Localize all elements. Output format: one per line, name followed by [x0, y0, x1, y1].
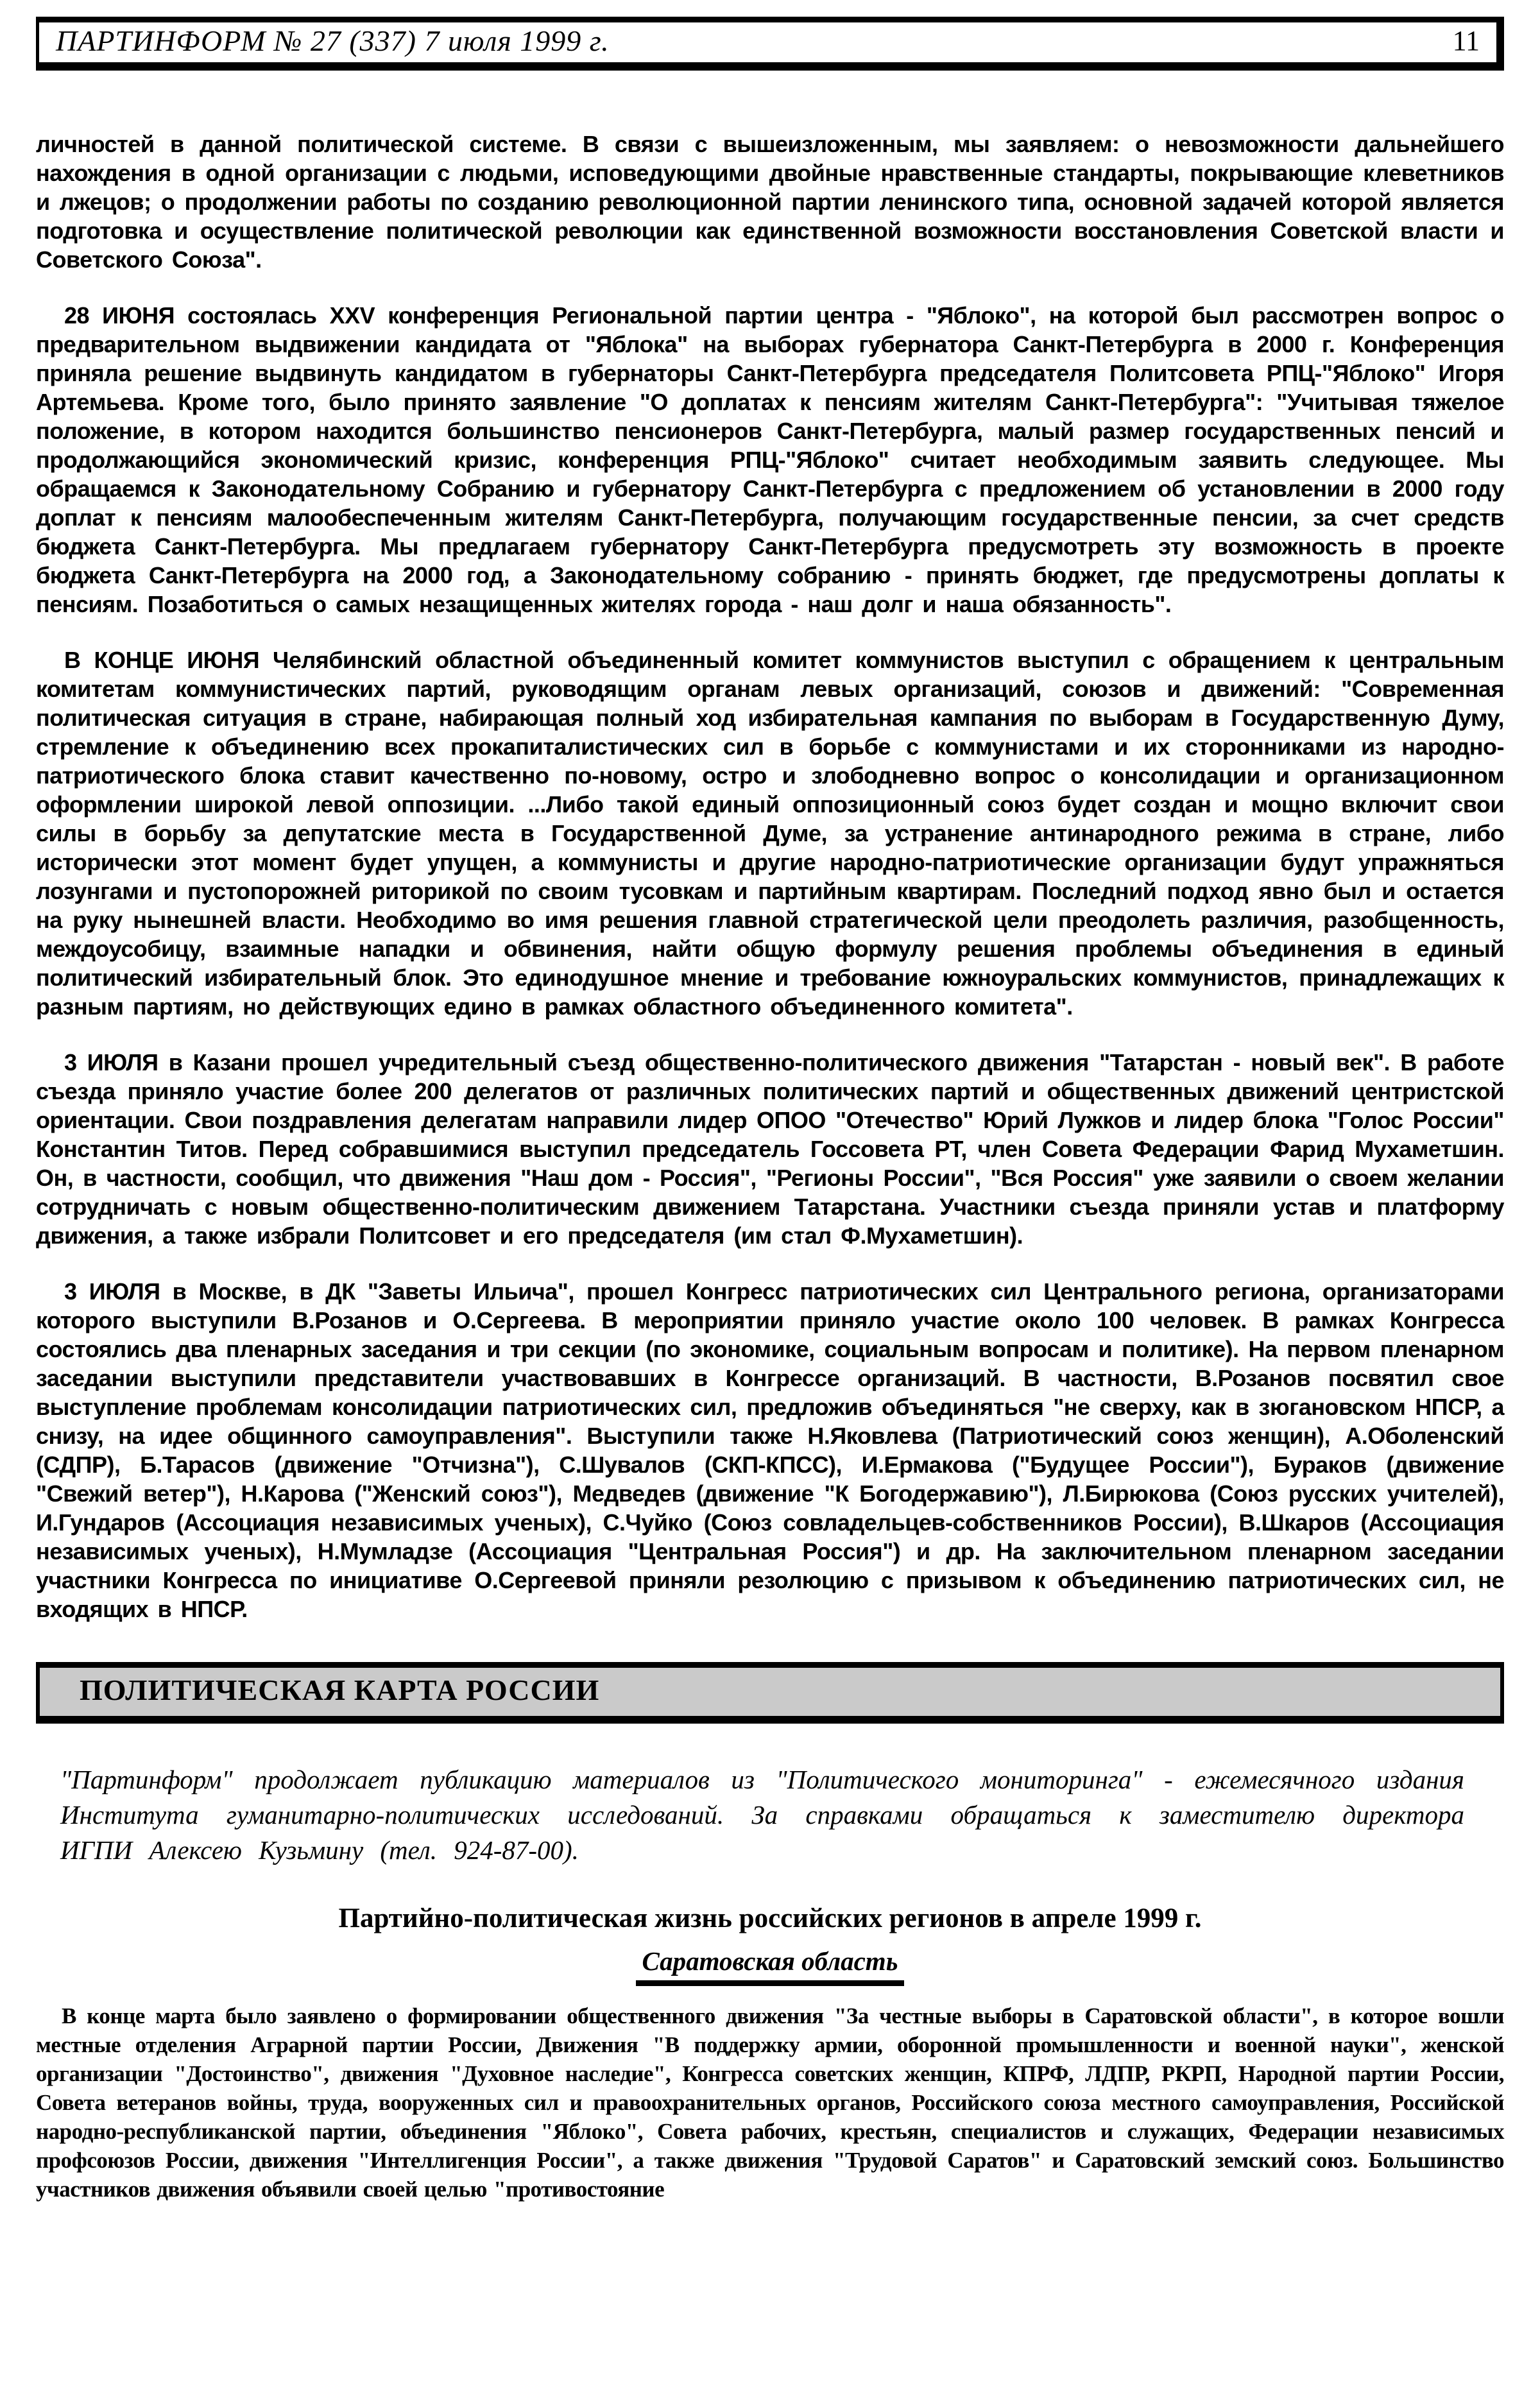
- article-body: [36, 130, 1504, 1624]
- section-intro-note: "Партинформ" продолжает публикацию материалов из "Политического мониторинга" - ежемесячного издания Института гуманитарно-политических исследований. За справками обращаться к заместителю директора ИГПИ Алексею Кузьмину (тел. 924-87-00).: [60, 1765, 1464, 1865]
- page-header: [36, 17, 1504, 71]
- body-paragraph-july3-kazan: 3 ИЮЛЯ в Казани прошел учредительный съезд общественно-политического движения "Татарстан - новый век". В работе съезда приняло участие более 200 делегатов от различных политических партий и общественных движений центристской ориентации. Свои поздравления делегатам направили лидер ОПОО "Отечество" Юрий Лужков и лидер блока "Голос России" Константин Титов. Перед собравшимися выступил председатель Госсовета РТ, член Совета Федерации Фарид Мухаметшин. Он, в частности, сообщил, что движения "Наш дом - Россия", "Регионы России", "Вся Россия" уже заявили о своем желании сотрудничать с новым общественно-политическим движением Татарстана. Участники съезда приняли устав и платформу движения, а также избрали Политсовет и его председателя (им стал Ф.Мухаметшин).: [36, 1049, 1504, 1249]
- body-paragraph-june28: 28 ИЮНЯ состоялась XXV конференция Региональной партии центра - "Яблоко", на которой был рассмотрен вопрос о предварительном выдвижении кандидата от "Яблока" на выборах губернатора Санкт-Петербурга в 2000 г. Конференция приняла решение выдвинуть кандидатом в губернаторы Санкт-Петербурга председателя Политсовета РПЦ-"Яблоко" Игоря Артемьева. Кроме того, было принято заявление "О доплатах к пенсиям жителям Санкт-Петербурга": "Учитывая тяжелое положение, в котором находится большинство пенсионеров Санкт-Петербурга, малый размер государственных пенсий и продолжающийся экономический кризис, конференция РПЦ-"Яблоко" считает необходимым заявить следующее. Мы обращаемся к Законодательному Собранию и губернатору Санкт-Петербурга с предложением об установлении в 2000 году доплат к пенсиям малообеспеченным жителям Санкт-Петербурга, получающим государственные пенсии, за счет средств бюджета Санкт-Петербурга. Мы предлагаем губернатору Санкт-Петербурга предусмотреть эту возможность в проекте бюджета Санкт-Петербурга на 2000 год, а Законодательному собранию - принять бюджет, где предусмотрены доплаты к пенсиям. Позаботиться о самых незащищенных жителях города - наш долг и наша обязанность".: [36, 302, 1504, 617]
- body-paragraph-continuation: личностей в данной политической системе. В связи с вышеизложенным, мы заявляем: о невозможности дальнейшего нахождения в одной организации с людьми, исповедующими двойные нравственные стандарты, покрывающие клеветников и лжецов; о продолжении работы по созданию революционной партии ленинского типа, основной задачей которой является подготовка и осуществление политической революции как единственной возможности восстановления Советской власти и Советского Союза".: [36, 131, 1504, 273]
- body-paragraph-late-june: В КОНЦЕ ИЮНЯ Челябинский областной объединенный комитет коммунистов выступил с обращением к центральным комитетам коммунистических партий, руководящим органам левых организаций, союзов и движений: "Современная политическая ситуация в стране, набирающая полный ход избирательная кампания по выборам в Государственную Думу, стремление к объединению всех прокапиталистических сил в борьбе с коммунистами и их сторонниками из народно-патриотического блока ставит качественно по-новому, остро и злободневно вопрос о консолидации и организационном оформлении широкой левой оппозиции. ...Либо такой единый оппозиционный союз будет создан и мощно включит свои силы в борьбу за депутатские места в Государственной Думе, за устранение антинародного режима в стране, либо исторически этот момент будет упущен, а коммунисты и другие народно-патриотические организации будут упражняться лозунгами и пустопорожней риторикой по своим тусовкам и партийным квартирам. Последний подход явно был и остается на руку нынешней власти. Необходимо во имя решения главной стратегической цели преодолеть различия, разобщенность, междоусобицу, взаимные нападки и обвинения, найти общую формулу решения проблемы объединения в единый политический избирательный блок. Это единодушное мнение и требование южноуральских коммунистов, принадлежащих к разным партиям, но действующих едино в рамках областного объединенного комитета".: [36, 647, 1504, 1020]
- page-number: 11: [1452, 24, 1480, 56]
- page-header-title: ПАРТИНФОРМ № 27 (337) 7 июля 1999 г.: [56, 24, 610, 57]
- section-banner: [36, 1662, 1504, 1724]
- region-paragraph: В конце марта было заявлено о формировании общественного движения "За честные выборы в Саратовской области", в которое вошли местные отделения Аграрной партии России, Движения "В поддержку армии, оборонной промышленности и военной науки", женской организации "Достоинство", движения "Духовное наследие", Конгресса советских женщин, КПРФ, ЛДПР, РКРП, Народной партии России, Совета ветеранов войны, труда, вооруженных сил и правоохранительных органов, Российского союза местного самоуправления, Российской народно-республиканской партии, объединения "Яблоко", Совета рабочих, крестьян, специалистов и служащих, Федерации независимых профсоюзов России, движения "Интеллигенция России", а также движения "Трудовой Саратов" и Саратовский земский союз. Большинство участников движения объявили своей целью "противостояние: [36, 2003, 1504, 2202]
- section-heading: Партийно-политическая жизнь российских регионов в апреле 1999 г.: [338, 1903, 1202, 1933]
- body-paragraph-july3-moscow: 3 ИЮЛЯ в Москве, в ДК "Заветы Ильича", прошел Конгресс патриотических сил Центрального региона, организаторами которого выступили В.Розанов и О.Сергеева. В мероприятии приняло участие около 100 человек. В рамках Конгресса состоялись два пленарных заседания и три секции (по экономике, социальным вопросам и политике). На первом пленарном заседании выступили представители участвовавших в Конгрессе организаций. В частности, В.Розанов посвятил свое выступление проблемам консолидации патриотических сил, предложив объединяться "не сверху, как в зюгановском НПСР, а снизу, на идее общинного самоуправления". Выступили также Н.Яковлева (Патриотический союз женщин), А.Оболенский (СДПР), Б.Тарасов (движение "Отчизна"), С.Шувалов (СКП-КПСС), И.Ермакова ("Будущее России"), Бураков (движение "Свежий ветер"), Н.Карова ("Женский союз"), Медведев (движение "К Богодержавию"), Л.Бирюкова (Союз русских учителей), И.Гундаров (Ассоциация независимых ученых), С.Чуйко (Союз совладельцев-собственников России), В.Шкаров (Ассоциация независимых ученых), Н.Мумладзе (Ассоциация "Центральная Россия") и др. На заключительном пленарном заседании участники Конгресса по инициативе О.Сергеевой приняли резолюцию с призывом к объединению патриотических сил, не входящих в НПСР.: [36, 1278, 1504, 1622]
- region-subheading-wrap: [36, 1946, 1504, 1986]
- section-banner-title: ПОЛИТИЧЕСКАЯ КАРТА РОССИИ: [80, 1674, 600, 1706]
- region-subheading: Саратовская область: [636, 1946, 905, 1986]
